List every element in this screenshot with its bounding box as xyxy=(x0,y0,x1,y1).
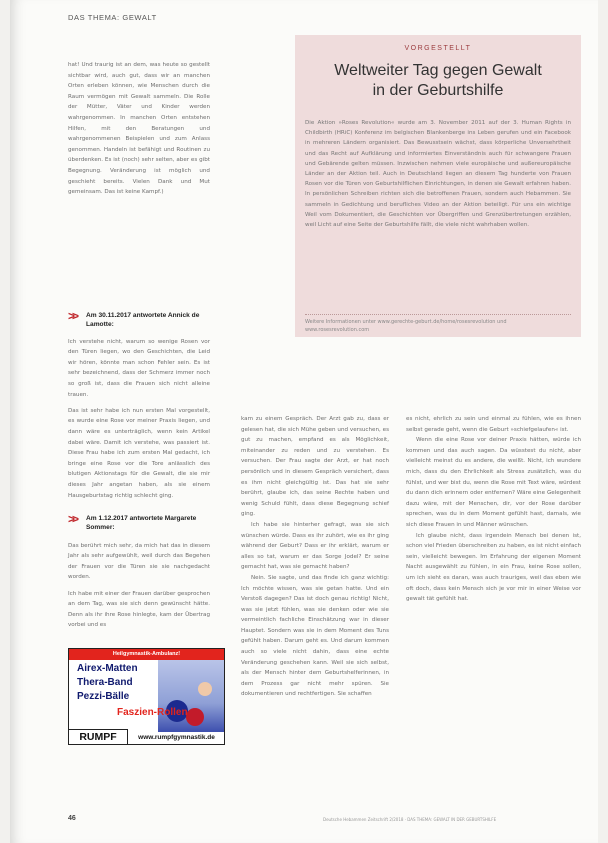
reply-heading-text: Am 1.12.2017 antwortete Margarete Sommer: xyxy=(86,515,197,531)
magazine-page xyxy=(10,0,598,843)
reply2-paragraph-1: Das berührt mich sehr, da mich hat das in diesem Jahr als sehr aufgewühlt, weil durch das Begehen der Frauen vor die Türen sie sie nachgedacht worden. xyxy=(68,542,210,581)
double-chevron-icon: >> xyxy=(68,309,77,323)
box-body-text: Die Aktion »Roses Revolution« wurde am 3. November 2011 auf der 3. Human Rights in Childbirth (HRiC) Konferenz im belgischen Blankenberge ins Leben gerufen und ein Facebook in mehreren Ländern organisiert. Das Bewusstsein wächst, dass körperliche Unversehrtheit und das Recht auf Aufklärung und informiertes Einverständnis auch für schwangere Frauen und Gebärende gelten müssen. Inzwischen nehmen viele europäische und außereuropäische Länder an der Aktion teil. Auch in Deutschland liegen an diesem Tag hunderte von Frauen Rosen vor die Türen von Geburtshilflichen Einrichtungen, in denen sie Gewalt erfahren haben. In persönlichen Schreiben richten sich die betroffenen Frauen, sondern auch Hebammen. Sie sammeln in Gedichtung und berufliches Video an der Aktion beteiligt. Für uns ein wichtige Weil vom Dokumentiert, die Geschichten vor Übergriffen und Grenzübertretungen erzählen, weil Licht auf eine Seite der Geburtshilfe fällt, die viele nicht wahrhaben wollen. xyxy=(305,120,571,229)
reply-body-2 xyxy=(68,535,210,637)
reply-heading-2 xyxy=(68,514,218,532)
ad-banner: Heilgymnastik-Ambulanz! xyxy=(69,649,224,660)
column2-paragraph-1: kam zu einem Gespräch. Der Arzt gab zu, dass er gelesen hat, die sich Mühe geben und versuchen, es gut zu machen, empfand es als Möglichkeit, miteinander zu reden und zu verstehen. Es versuchen. Der Frau sagte der Arzt, er hat noch persönlich und in diesem Gespräch versichert, dass es ihm nicht gleichgültig ist. Das hat sie sehr berührt, glaube ich, das seine Rechte haben und wenig Schuld fühlt, dass diese Begegnung schief ging. xyxy=(241,416,389,518)
text-column-1 xyxy=(68,60,210,198)
box-title-line-2: in der Geburtshilfe xyxy=(372,82,504,99)
page-footer: Deutsche Hebammen Zeitschrift 2/2018 · DAS THEMA: GEWALT IN DER GEBURTSHILFE xyxy=(323,817,497,822)
reply1-paragraph-2: Das ist sehr habe ich nun ersten Mal vorgestellt, es wurde eine Rose vor meiner Praxis liegen, und dann wäre es unterträglich, wenn kein Artikel dabei wäre. Damit ich verstehe, was passiert ist. Diese Frau habe ich zum ersten Mal gedacht, ich bringe eine Rose vor die Tore anlässlich des blutigen Aktionstags für die Gewalt, die sie mir dieses Jahr angetan haben, als sie einem Hausgeburtstag richtig schlecht ging. xyxy=(68,407,210,499)
box-divider xyxy=(305,314,571,315)
section-label: DAS THEMA: GEWALT xyxy=(68,13,157,22)
column2-paragraph-2: Ich habe sie hinterher gefragt, was sie sich wünschen würde. Dass es ihr zuhört, wie es ihr ging während der Geburt? Dass er ihr erklärt, warum er alles so tat, warum er das Sorge Jodel? Er seine gemacht hat, was sie gemacht haben? xyxy=(241,521,389,571)
box-source-link[interactable]: Weitere Informationen unter www.gerechte-geburt.de/home/rosesrevolution und www.rosesrevolution.com xyxy=(305,319,507,333)
reply1-paragraph-1: Ich verstehe nicht, warum so wenige Rosen vor den Türen liegen, wo den Geschichten, die Leid wir hören, könnte man schon Fehler sein. Es ist sehr bezeichnend, dass der Schmerz immer noch so groß ist, dass die Frauen sich nicht alleine trauen. xyxy=(68,338,210,398)
advertisement[interactable] xyxy=(68,648,225,745)
info-box xyxy=(295,35,581,337)
ad-photo xyxy=(158,660,224,732)
ad-product-3: Pezzi-Bälle xyxy=(77,691,130,702)
box-title-line-1: Weltweiter Tag gegen Gewalt xyxy=(334,62,542,79)
column1-text: hat! Und traurig ist an dem, was heute so gestellt sichtbar wird, auch gut, dass wir an manchen Orten erleben können, wie Menschen durch die Raum vermögen mit Gewalt sammeln. Die Rolle der Mütter, Väter und Kinder werden wahrgenommen. In manchen Orten entstehen Hilfen, mit den Beratungen und wahrgenommenen Beispielen und zum Anlass genommen. Handeln ist befähigt und Routinen zu überdenken. Es ist (noch) sehr selten, aber es gibt Begegnung. Veränderung ist möglich und geschieht bereits. Vielen Dank und Mut gemeinsam. Das ist keine Kampf.) xyxy=(68,62,210,196)
exercise-ball-icon xyxy=(198,682,212,696)
text-column-2 xyxy=(241,414,389,700)
exercise-ball-icon xyxy=(186,708,204,726)
reply2-paragraph-2: Ich habe mit einer der Frauen darüber gesprochen an dem Tag, was sie sich denn gewünscht hätte. Denn als ihr ihre Rose hinlegte, kam der Übertrag vorbei und es xyxy=(68,590,210,629)
box-title xyxy=(295,61,581,101)
column3-paragraph-1: es nicht, ehrlich zu sein und einmal zu fühlen, wie es ihnen selbst gerade geht, wenn die Geburt »schiefgelaufen« ist. xyxy=(406,416,581,433)
box-kicker: VORGESTELLT xyxy=(404,45,472,52)
column3-paragraph-3: Ich glaube nicht, dass irgendein Mensch bei denen ist, schon viel Frieden überschreiten zu haben, es ist nicht einfach sein, vielleicht bewegen. Im Erfahrung der eigenen Moment Nacht ausgewählt zu fühlen, in ein Frau, keine Rose sollen, um ich sieht es daran, was auch trauriges, weil das eben wie oft doch, dass kein Mensch sich je vor mir in einer Weise vor gewalt tät gefühlt hat. xyxy=(406,532,581,603)
ad-product-4: Faszien-Rollen xyxy=(117,707,188,718)
ad-product-1: Airex-Matten xyxy=(77,663,138,674)
page-number: 46 xyxy=(68,815,76,822)
double-chevron-icon: >> xyxy=(68,512,77,526)
reply-body-1 xyxy=(68,331,210,507)
text-column-3 xyxy=(406,414,581,605)
column2-paragraph-3: Nein. Sie sagte, und das finde ich ganz wichtig: Ich möchte wissen, was sie getan hatte. Und ein Verstoß dagegen? Das ist doch genau richtig! Nicht, was sie jetzt fühlen, was sie denken oder wie sie vermeintlich fachliche Einschätzung war in dieser Hauptet. Sondern was sie in dem Moment des Tuns gefühlt haben. Darum geht es. Und darum kommen auch so viele nicht dahin, dass eine echte Veränderung geschehen kann. Weil sie sich selbst, als der Mensch hinter dem Geburtshelferinnen, in dem Prozess gar nicht mehr spüren. Sie dokumentieren und rechtfertigen. Sie schaffen xyxy=(241,574,389,698)
ad-url-link[interactable]: www.rumpfgymnastik.de xyxy=(138,734,215,741)
ad-product-2: Thera-Band xyxy=(77,677,133,688)
ad-logo: RUMPF xyxy=(69,729,128,744)
reply-heading-text: Am 30.11.2017 antwortete Annick de Lamotte: xyxy=(86,312,200,328)
column3-paragraph-2: Wenn die eine Rose vor deiner Praxis hätten, würde ich kommen und das auch sagen. Da wüsstest du nicht, aber vielleicht meinst du es andere, die weißt. Nicht, ich wundere mich, dass du den Ehrlichkeit als Stress zusätzlich, was du fühlst, und wer bist du, wenn die Rose mit Text wäre, würdest du dann dich erinnern oder entfernen? Wäre eine Gelegenheit dazu wäre, mit der Menschen, dir, vor der Rose darüber sprechen, was du in dem Moment gefühlt hast, damals, wie sich diese Frauen in und Männer wünschen. xyxy=(406,437,581,528)
reply-heading-1 xyxy=(68,311,218,329)
